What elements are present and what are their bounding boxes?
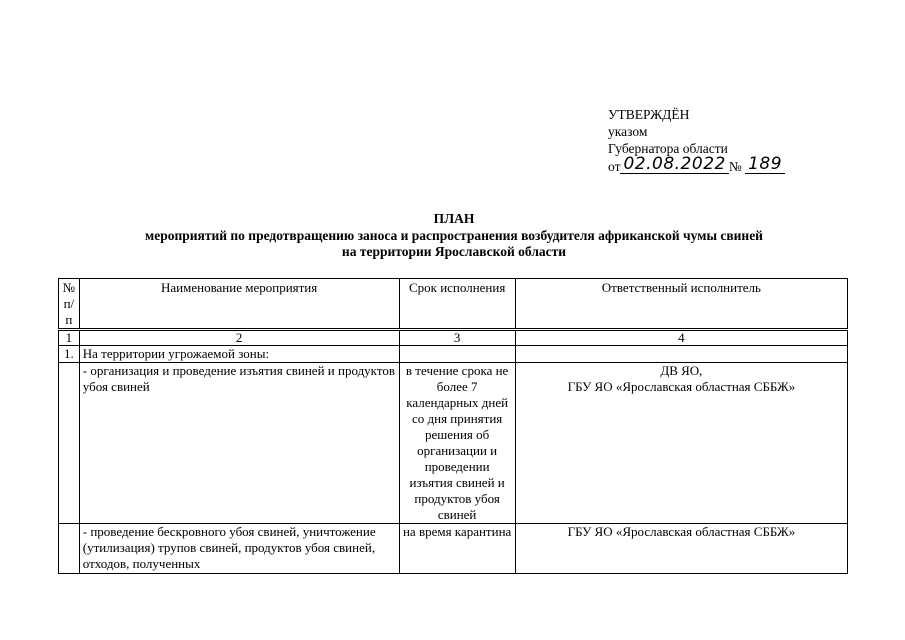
table-row <box>59 524 848 574</box>
approval-stamp <box>608 106 785 176</box>
executor-line: ГБУ ЯО «Ярославская областная СББЖ» <box>567 379 796 394</box>
plan-heading: ПЛАН <box>433 211 475 226</box>
header-executor: Ответственный исполнитель <box>515 279 847 330</box>
handwritten-number: 189 <box>745 155 785 174</box>
handwritten-date: 02.08.2022 <box>620 155 728 174</box>
row-deadline: в течение срока не более 7 календарных дней со дня принятия решения об организации и проведении изъятия свиней и продуктов убоя свиней <box>399 363 515 524</box>
empty-cell <box>515 346 847 363</box>
empty-cell <box>399 346 515 363</box>
row-deadline: на время карантина <box>399 524 515 574</box>
executor-line: ДВ ЯО, <box>660 363 703 378</box>
header-deadline: Срок исполнения <box>399 279 515 330</box>
approval-by-decree: указом <box>608 124 648 139</box>
document-title <box>60 211 848 260</box>
row-name: - проведение бескровного убоя свиней, уничтожение (утилизация) трупов свиней, продуктов убоя свиней, отходов, полученных <box>82 524 376 571</box>
approval-from-prefix: от <box>608 159 621 174</box>
approval-date-line <box>608 154 785 176</box>
header-name: Наименование мероприятия <box>79 279 399 330</box>
table-header-row <box>59 279 848 330</box>
plan-subtitle-1: мероприятий по предотвращению заноса и распространения возбудителя африканской чумы свиней <box>145 228 763 243</box>
column-number: 2 <box>79 330 399 346</box>
approval-number-prefix: № <box>728 159 742 174</box>
row-executor: ГБУ ЯО «Ярославская областная СББЖ» <box>515 524 847 574</box>
approval-governor: Губернатора области <box>608 141 728 156</box>
table-row <box>59 363 848 524</box>
section-num: 1. <box>59 346 80 363</box>
empty-cell <box>59 524 80 574</box>
row-name-cell <box>79 524 399 574</box>
plan-subtitle-2: на территории Ярославской области <box>341 244 567 259</box>
section-row <box>59 346 848 363</box>
header-num: № п/п <box>59 279 80 330</box>
plan-table <box>58 278 848 574</box>
row-name: - организация и проведение изъятия свиней и продуктов убоя свиней <box>79 363 399 524</box>
section-label: На территории угрожаемой зоны: <box>79 346 399 363</box>
column-number: 1 <box>59 330 80 346</box>
approval-approved: УТВЕРЖДЁН <box>608 107 690 122</box>
empty-cell <box>59 363 80 524</box>
row-executor <box>515 363 847 524</box>
column-number-row <box>59 330 848 346</box>
column-number: 3 <box>399 330 515 346</box>
column-number: 4 <box>515 330 847 346</box>
